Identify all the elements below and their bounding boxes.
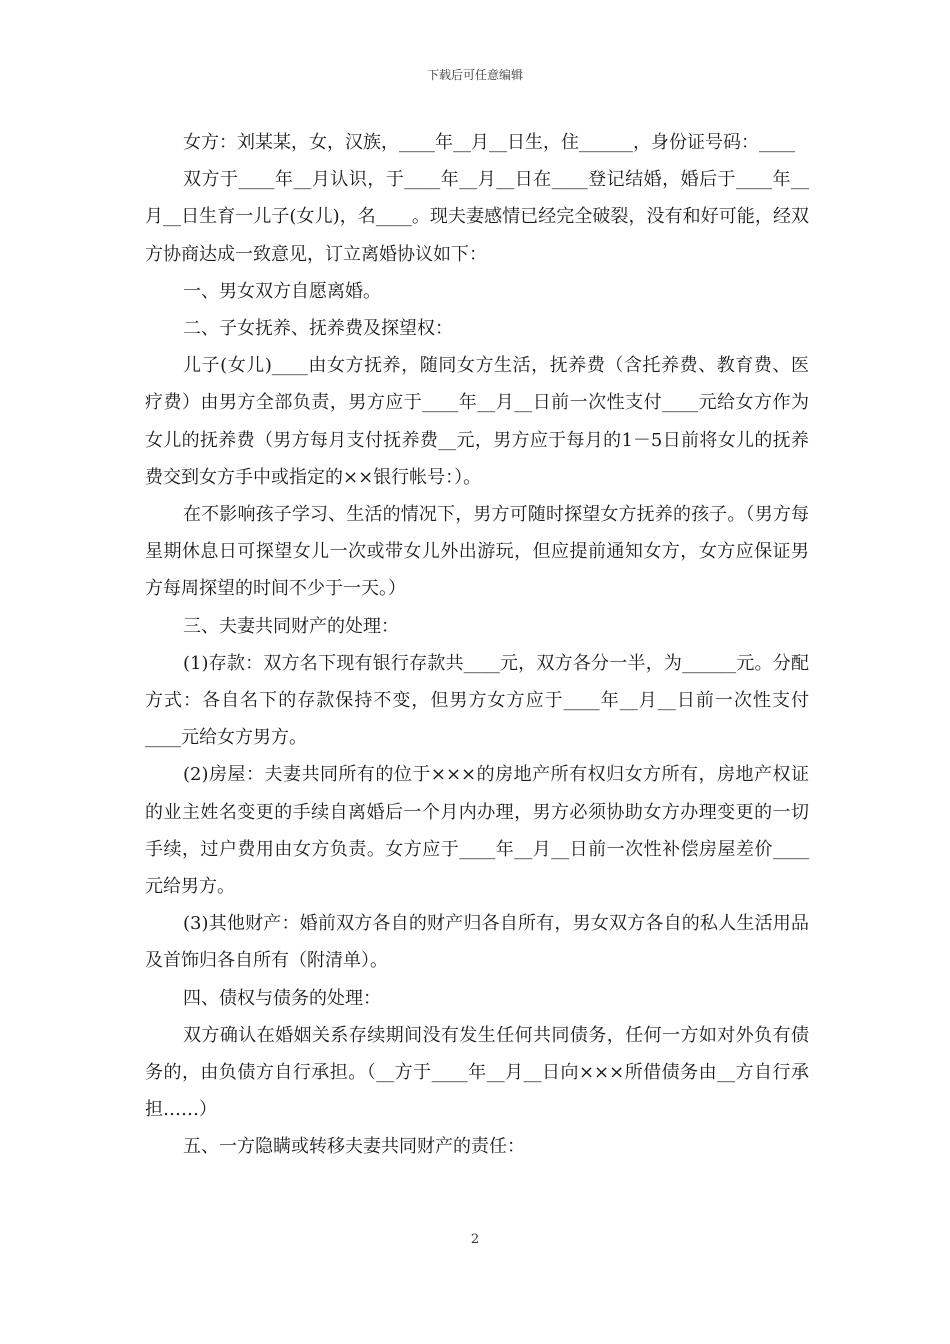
paragraph-debts: 双方确认在婚姻关系存续期间没有发生任何共同债务，任何一方如对外负有债务的，由负债方自行承担。（__方于____年__月__日向×××所借债务由__方自行承担……） (145, 1024, 809, 1121)
paragraph-party-info: 女方：刘某某，女，汉族，____年__月__日生，住______，身份证号码：____ (183, 132, 795, 153)
paragraph-marriage-info: 双方于____年__月认识，于____年__月__日在____登记结婚，婚后于____年__月__日生育一儿子(女儿)，名____。现夫妻感情已经完全破裂，没有和好可能，经双方协商达成一致意见，订立离婚协议如下： (145, 169, 809, 265)
paragraph-house: (2)房屋：夫妻共同所有的位于×××的房地产所有权归女方所有，房地产权证的业主姓名变更的手续自离婚后一个月内办理，男方必须协助女方办理变更的一切手续，过户费用由女方负责。女方应于____年__月__日前一次性补偿房屋差价____元给男方。 (145, 764, 809, 898)
paragraph-clause-1: 一、男女双方自愿离婚。 (183, 280, 381, 302)
paragraph-deposits: (1)存款：双方名下现有银行存款共____元，双方各分一半，为______元。分配方式：各自名下的存款保持不变，但男方女方应于____年__月__日前一次性支付____元给女方男方。 (145, 652, 809, 749)
paragraph-other-property: (3)其他财产：婚前双方各自的财产归各自所有，男女双方各自的私人生活用品及首饰归各自所有（附清单）。 (145, 913, 809, 972)
paragraph-child-support: 儿子(女儿)____由女方抚养，随同女方生活，抚养费（含托养费、教育费、医疗费）由男方全部负责，男方应于____年__月__日前一次性支付____元给女方作为女儿的抚养费（男方每月支付抚养费__元，男方应于每月的1－5日前将女儿的抚养费交到女方手中或指定的××银行帐号：）。 (145, 355, 809, 488)
page-header: 下载后可任意编辑 (426, 68, 523, 82)
paragraph-clause-2-heading: 二、子女抚养、抚养费及探望权： (183, 318, 453, 340)
paragraph-clause-4-heading: 四、债权与债务的处理： (183, 987, 381, 1009)
document-body (145, 124, 809, 1166)
paragraph-clause-3-heading: 三、夫妻共同财产的处理： (183, 615, 399, 637)
paragraph-clause-5-heading: 五、一方隐瞒或转移夫妻共同财产的责任： (183, 1136, 525, 1158)
paragraph-visitation: 在不影响孩子学习、生活的情况下，男方可随时探望女方抚养的孩子。（男方每星期休息日可探望女儿一次或带女儿外出游玩，但应提前通知女方，女方应保证男方每周探望的时间不少于一天。） (145, 504, 809, 600)
page-number: 2 (470, 1232, 480, 1247)
